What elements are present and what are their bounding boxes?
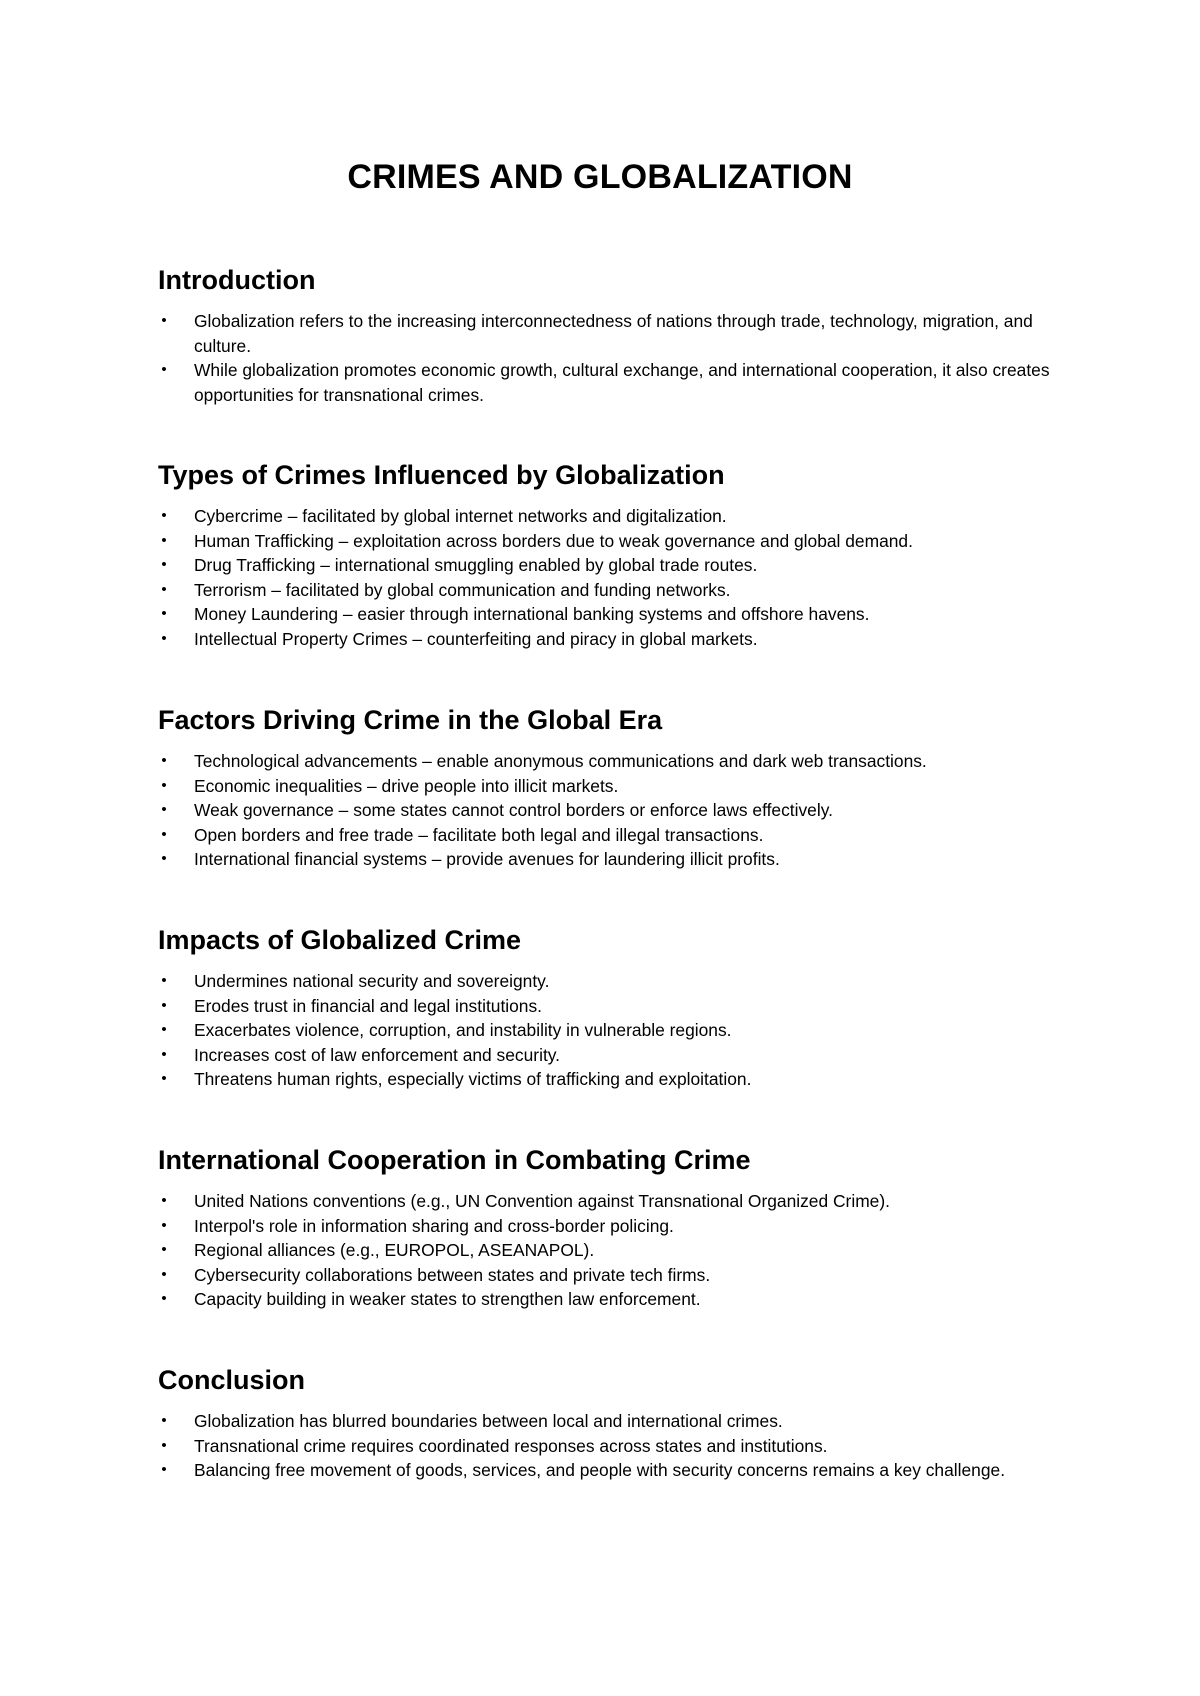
list-item-text: Human Trafficking – exploitation across borders due to weak governance and global demand.	[194, 530, 913, 551]
list-item	[158, 1043, 1058, 1068]
list-item-text: Intellectual Property Crimes – counterfeiting and piracy in global markets.	[194, 628, 758, 649]
section-types-of-crimes	[158, 458, 1058, 651]
bullet-icon: •	[161, 825, 167, 843]
list-item	[158, 529, 1058, 554]
list-item	[158, 969, 1058, 994]
list-item-text: Exacerbates violence, corruption, and instability in vulnerable regions.	[194, 1020, 732, 1040]
list-item-text: Capacity building in weaker states to strengthen law enforcement.	[194, 1289, 701, 1309]
list-item	[158, 749, 1058, 774]
list-item	[158, 994, 1058, 1019]
bullet-list	[158, 504, 1058, 651]
bullet-icon: •	[161, 1070, 167, 1087]
list-item	[158, 504, 1058, 529]
document-title: CRIMES AND GLOBALIZATION	[347, 158, 853, 196]
bullet-list	[158, 1409, 1058, 1483]
section-heading: International Cooperation in Combating Crime	[158, 1145, 751, 1175]
section-factors-driving-crime	[158, 703, 1058, 872]
list-item-text: Interpol's role in information sharing and cross-border policing.	[194, 1215, 674, 1236]
list-item-text: Cybersecurity collaborations between states and private tech firms.	[194, 1264, 711, 1285]
list-item-text: Regional alliances (e.g., EUROPOL, ASEANAPOL).	[194, 1240, 595, 1260]
bullet-icon: •	[161, 1241, 167, 1258]
list-item-text: Open borders and free trade – facilitate both legal and illegal transactions.	[194, 824, 764, 845]
bullet-icon: •	[161, 1216, 167, 1234]
bullet-list	[158, 1189, 1058, 1312]
section-impacts	[158, 923, 1058, 1092]
list-item-text: Cybercrime – facilitated by global internet networks and digitalization.	[194, 506, 727, 526]
bullet-icon: •	[161, 776, 167, 794]
bullet-icon: •	[161, 972, 167, 989]
bullet-icon: •	[161, 1265, 167, 1283]
list-item	[158, 1238, 1058, 1263]
list-item-text: United Nations conventions (e.g., UN Convention against Transnational Organized Crime).	[194, 1191, 890, 1211]
list-item-text: Money Laundering – easier through international banking systems and offshore havens.	[194, 604, 870, 624]
bullet-icon: •	[161, 1021, 167, 1038]
bullet-icon: •	[161, 312, 167, 329]
list-item	[158, 823, 1058, 848]
list-item	[158, 1263, 1058, 1288]
list-item	[158, 602, 1058, 627]
bullet-list	[158, 749, 1058, 872]
list-item	[158, 1409, 1058, 1434]
list-item	[158, 553, 1058, 578]
bullet-icon: •	[161, 629, 167, 647]
list-item	[158, 309, 1058, 358]
bullet-icon: •	[161, 605, 167, 622]
section-heading: Types of Crimes Influenced by Globalization	[158, 460, 725, 490]
list-item-text: Undermines national security and sovereignty.	[194, 971, 550, 991]
section-heading: Factors Driving Crime in the Global Era	[158, 705, 663, 735]
list-item	[158, 358, 1058, 407]
section-heading: Introduction	[158, 265, 316, 295]
list-item-text: Increases cost of law enforcement and security.	[194, 1044, 561, 1065]
list-item-text: Economic inequalities – drive people into illicit markets.	[194, 775, 619, 796]
bullet-list	[158, 969, 1058, 1092]
list-item	[158, 1214, 1058, 1239]
list-item-text: Threatens human rights, especially victims of trafficking and exploitation.	[194, 1069, 752, 1089]
bullet-list	[158, 309, 1058, 407]
list-item	[158, 1287, 1058, 1312]
list-item	[158, 847, 1058, 872]
list-item	[158, 578, 1058, 603]
list-item-text: Globalization has blurred boundaries between local and international crimes.	[194, 1411, 783, 1431]
bullet-icon: •	[161, 752, 167, 769]
bullet-icon: •	[161, 1290, 167, 1307]
bullet-icon: •	[161, 580, 167, 598]
bullet-icon: •	[161, 1461, 167, 1478]
bullet-icon: •	[161, 361, 167, 378]
section-conclusion	[158, 1363, 1058, 1483]
list-item-text: Erodes trust in financial and legal institutions.	[194, 995, 543, 1016]
list-item-text: Balancing free movement of goods, services, and people with security concerns remains a key challenge.	[194, 1460, 1006, 1480]
list-item-text: While globalization promotes economic growth, cultural exchange, and international cooperation, it also creates opportunities for transnational crimes.	[194, 360, 1050, 405]
list-item-text: International financial systems – provide avenues for laundering illicit profits.	[194, 849, 780, 869]
section-international-cooperation	[158, 1143, 1058, 1312]
list-item	[158, 1434, 1058, 1459]
section-heading: Conclusion	[158, 1365, 305, 1395]
list-item	[158, 774, 1058, 799]
list-item-text: Transnational crime requires coordinated responses across states and institutions.	[194, 1435, 828, 1456]
list-item	[158, 1458, 1058, 1483]
list-item	[158, 798, 1058, 823]
list-item	[158, 1189, 1058, 1214]
list-item	[158, 627, 1058, 652]
list-item	[158, 1067, 1058, 1092]
bullet-icon: •	[161, 996, 167, 1014]
bullet-icon: •	[161, 1436, 167, 1454]
bullet-icon: •	[161, 1192, 167, 1209]
bullet-icon: •	[161, 850, 167, 867]
list-item-text: Drug Trafficking – international smuggling enabled by global trade routes.	[194, 555, 758, 575]
bullet-icon: •	[161, 556, 167, 573]
section-heading: Impacts of Globalized Crime	[158, 925, 522, 955]
list-item-text: Weak governance – some states cannot control borders or enforce laws effectively.	[194, 800, 833, 820]
list-item-text: Terrorism – facilitated by global communication and funding networks.	[194, 579, 731, 600]
list-item-text: Technological advancements – enable anonymous communications and dark web transactions.	[194, 751, 927, 771]
bullet-icon: •	[161, 1412, 167, 1429]
section-introduction	[158, 263, 1058, 407]
bullet-icon: •	[161, 507, 167, 524]
list-item	[158, 1018, 1058, 1043]
bullet-icon: •	[161, 801, 167, 818]
list-item-text: Globalization refers to the increasing interconnectedness of nations through trade, technology, migration, and culture.	[194, 311, 1033, 356]
bullet-icon: •	[161, 531, 167, 549]
bullet-icon: •	[161, 1045, 167, 1063]
